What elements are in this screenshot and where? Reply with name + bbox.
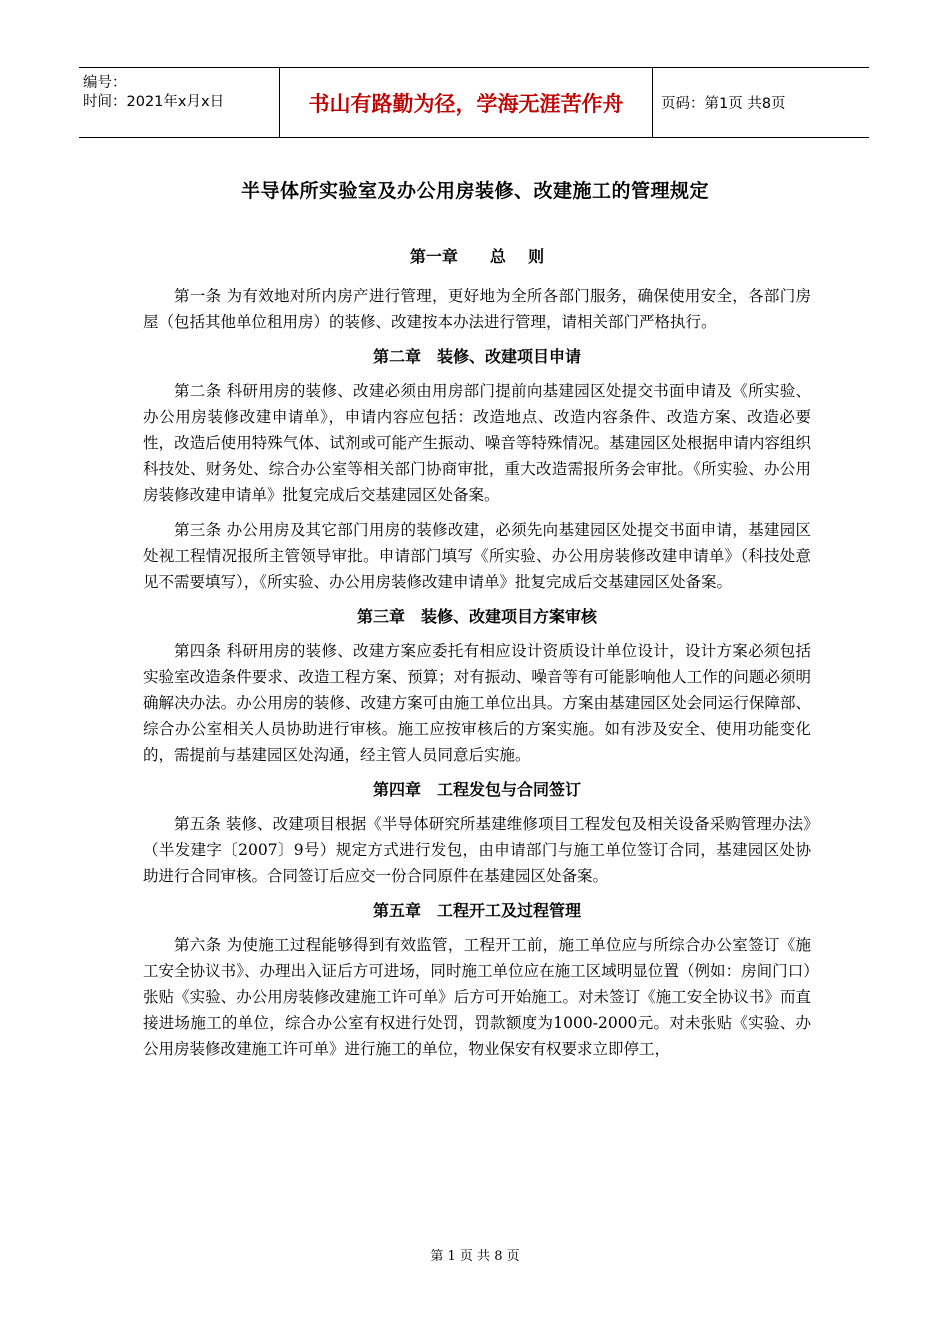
document-title: 半导体所实验室及办公用房装修、改建施工的管理规定	[240, 180, 709, 202]
chapter-title: 工程开工及过程管理	[437, 901, 582, 920]
motto: 书山有路勤为径，学海无涯苦作舟	[279, 68, 653, 137]
chapter-number: 第三章	[356, 607, 405, 626]
time-label: 时间：2021年x月x日	[83, 94, 225, 110]
document-body	[143, 244, 811, 1071]
chapter-title: 装修、改建项目申请	[437, 347, 582, 366]
chapter-title: 总 则	[489, 247, 545, 266]
chapter-number: 第二章	[372, 347, 421, 366]
chapter-heading	[143, 898, 811, 924]
article-6: 第六条 为使施工过程能够得到有效监管，工程开工前，施工单位应与所综合办公室签订《施工安全协议书》、办理出入证后方可进场，同时施工单位应在施工区域明显位置（例如：房间门口）张贴《实验、办公用房装修改建施工许可单》后方可开始施工。对未签订《施工安全协议书》而直接进场施工的单位，综合办公室有权进行处罚，罚款额度为1000-2000元。对未张贴《实验、办公用房装修改建施工许可单》进行施工的单位，物业保安有权要求立即停工，	[143, 936, 811, 1058]
page-footer: 第 1 页 共 8 页	[430, 1249, 520, 1264]
chapter-title: 装修、改建项目方案审核	[421, 607, 598, 626]
chapter-number: 第五章	[372, 901, 421, 920]
page-header	[79, 67, 869, 138]
chapter-heading	[143, 777, 811, 803]
article-4: 第四条 科研用房的装修、改建方案应委托有相应设计资质设计单位设计，设计方案必须包括实验室改造条件要求、改造工程方案、预算；对有振动、噪音等有可能影响他人工作的问题必须明确解决办法。办公用房的装修、改建方案可由施工单位出具。方案由基建园区处会同运行保障部、综合办公室相关人员协助进行审核。施工应按审核后的方案实施。如有涉及安全、使用功能变化的，需提前与基建园区处沟通，经主管人员同意后实施。	[143, 642, 811, 764]
chapter-heading	[143, 344, 811, 370]
chapter-title: 工程发包与合同签订	[437, 780, 582, 799]
article-1: 第一条 为有效地对所内房产进行管理，更好地为全所各部门服务，确保使用安全，各部门房屋（包括其他单位租用房）的装修、改建按本办法进行管理，请相关部门严格执行。	[143, 287, 811, 331]
article-5: 第五条 装修、改建项目根据《半导体研究所基建维修项目工程发包及相关设备采购管理办法》（半发建字〔2007〕9号）规定方式进行发包，由申请部门与施工单位签订合同，基建园区处协助进行合同审核。合同签订后应交一份合同原件在基建园区处备案。	[143, 815, 811, 885]
chapter-number: 第四章	[372, 780, 421, 799]
chapter-heading	[143, 604, 811, 630]
chapter-number: 第一章	[409, 247, 458, 266]
chapter-heading	[143, 244, 811, 270]
page-label: 页码：第1页 共8页	[661, 96, 786, 112]
article-3: 第三条 办公用房及其它部门用房的装修改建，必须先向基建园区处提交书面申请，基建园区处视工程情况报所主管领导审批。申请部门填写《所实验、办公用房装修改建申请单》（科技处意见不需要填写），《所实验、办公用房装修改建申请单》批复完成后交基建园区处备案。	[143, 521, 811, 591]
article-2: 第二条 科研用房的装修、改建必须由用房部门提前向基建园区处提交书面申请及《所实验、办公用房装修改建申请单》，申请内容应包括：改造地点、改造内容条件、改造方案、改造必要性，改造后使用特殊气体、试剂或可能产生振动、噪音等特殊情况。基建园区处根据申请内容组织科技处、财务处、综合办公室等相关部门协商审批，重大改造需报所务会审批。《所实验、办公用房装修改建申请单》批复完成后交基建园区处备案。	[143, 382, 811, 504]
header-meta	[79, 68, 279, 137]
number-label: 编号：	[83, 75, 127, 91]
